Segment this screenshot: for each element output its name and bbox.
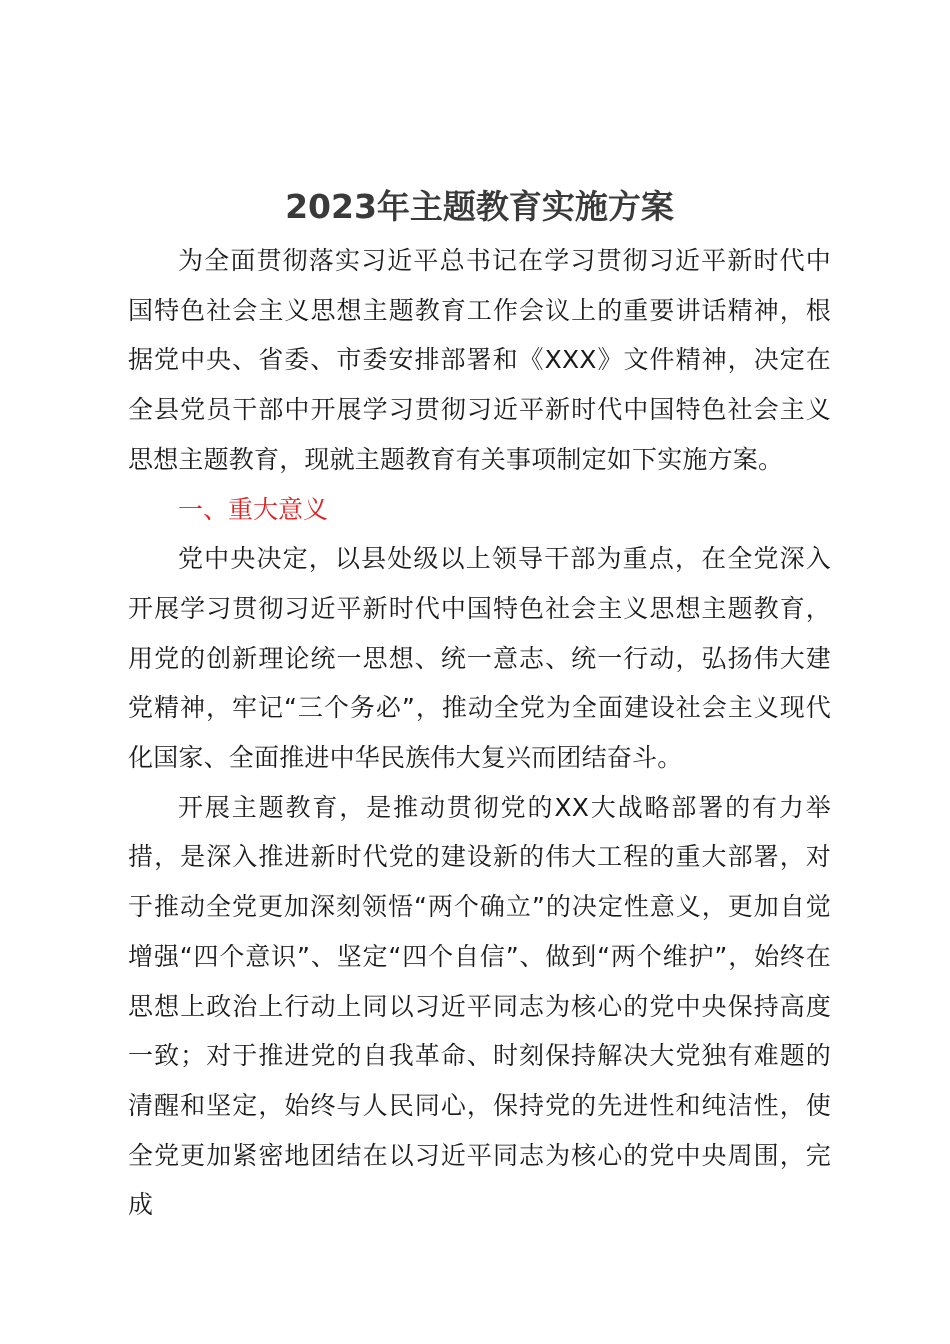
section-heading: 一、重大意义	[178, 494, 329, 524]
document-title: 2023年主题教育实施方案	[285, 187, 674, 226]
body-paragraph-1: 党中央决定，以县处级以上领导干部为重点，在全党深入开展学习贯彻习近平新时代中国特色社会主义思想主题教育，用党的创新理论统一思想、统一意志、统一行动，弘扬伟大建党精神，牢记“三个务必”，推动全党为全面建设社会主义现代化国家、全面推进中华民族伟大复兴而团结奋斗。	[128, 544, 831, 773]
body-paragraph-2: 开展主题教育，是推动贯彻党的XX大战略部署的有力举措，是深入推进新时代党的建设新的伟大工程的重大部署，对于推动全党更加深刻领悟“两个确立”的决定性意义，更加自觉增强“四个意识”、坚定“四个自信”、做到“两个维护”，始终在思想上政治上行动上同以习近平同志为核心的党中央保持高度一致；对于推进党的自我革命、时刻保持解决大党独有难题的清醒和坚定，始终与人民同心，保持党的先进性和纯洁性，使全党更加紧密地团结在以习近平同志为核心的党中央周围，完成	[128, 792, 831, 1220]
intro-paragraph: 为全面贯彻落实习近平总书记在学习贯彻习近平新时代中国特色社会主义思想主题教育工作会议上的重要讲话精神，根据党中央、省委、市委安排部署和《XXX》文件精神，决定在全县党员干部中开展学习贯彻习近平新时代中国特色社会主义思想主题教育，现就主题教育有关事项制定如下实施方案。	[128, 246, 831, 474]
document-page	[128, 180, 831, 1230]
